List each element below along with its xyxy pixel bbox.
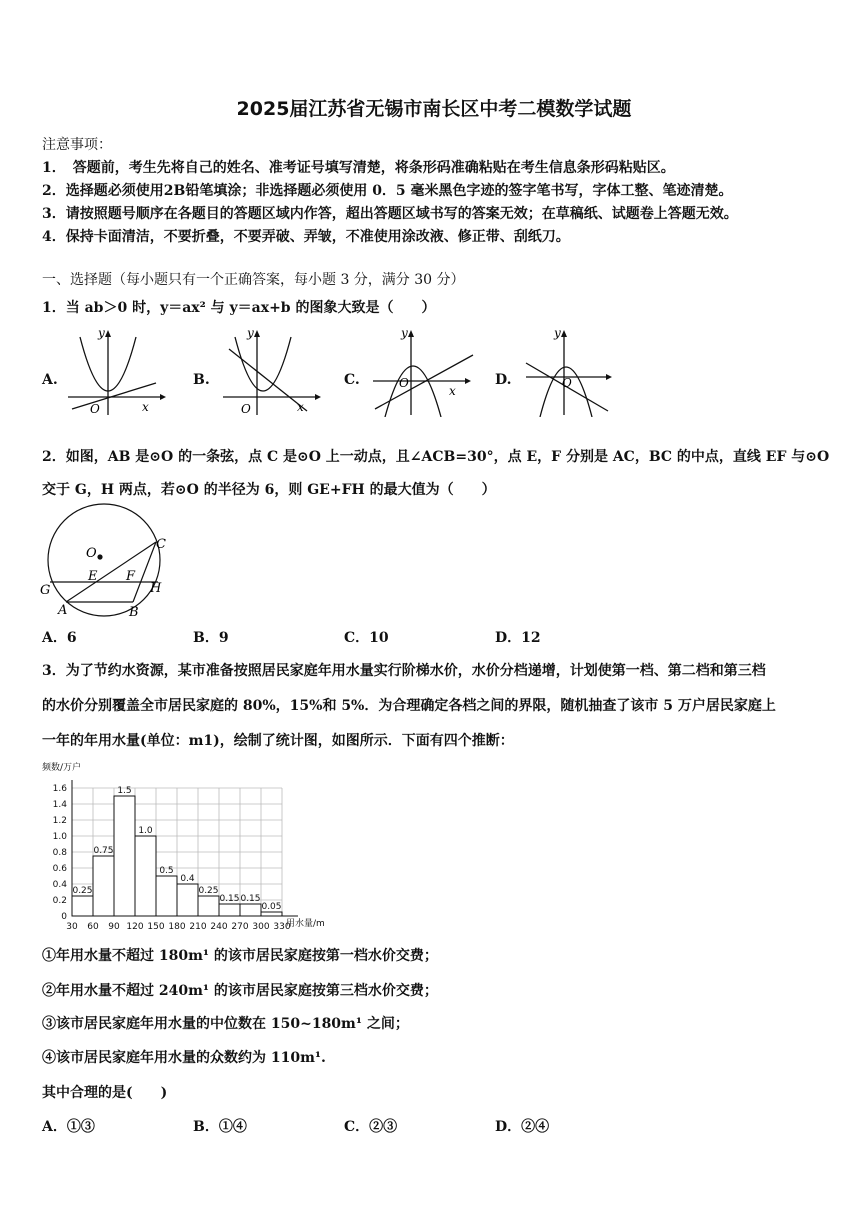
section-heading: 一、选择题（每小题只有一个正确答案，每小题 3 分，满分 30 分） (42, 272, 465, 288)
y-tick-label: 0.6 (52, 864, 67, 874)
q1-graph-b (215, 325, 325, 417)
y-tick-label: 1.2 (52, 816, 67, 826)
q1-option-b-label: B. (193, 372, 210, 388)
q3-option-c: C．②③ (344, 1119, 398, 1135)
question-2-line: 交于 G，H 两点，若⊙O 的半径为 6，则 GE+FH 的最大值为（ ） (42, 482, 496, 498)
y-tick-label: 0 (61, 912, 67, 922)
chart-y-label: 频数/万户 (42, 763, 82, 773)
q2-circle-figure (36, 502, 176, 622)
point-g-label: G (40, 583, 51, 598)
statement: ③该市居民家庭年用水量的中位数在 150~180m¹ 之间； (42, 1016, 409, 1032)
q3-option-b: B．①④ (193, 1119, 247, 1135)
statement: ②年用水量不超过 240m¹ 的该市居民家庭按第三档水价交费； (42, 983, 438, 999)
q2-option-b: B．9 (193, 630, 229, 646)
x-tick-label: 150 (147, 922, 165, 932)
statement: ①年用水量不超过 180m¹ 的该市居民家庭按第一档水价交费； (42, 948, 438, 964)
y-tick-label: 0.8 (52, 848, 67, 858)
question-2-line: 2．如图，AB 是⊙O 的一条弦，点 C 是⊙O 上一动点，且∠ACB=30°，点 E，F 分别是 AC，BC 的中点，直线 EF 与⊙O (42, 449, 830, 465)
q1-graph-c (365, 325, 480, 417)
x-tick-label: 30 (66, 922, 78, 932)
q1-graph-d (518, 325, 628, 417)
bar-value-label: 1.5 (117, 786, 132, 796)
question-3-prompt: 其中合理的是( ) (42, 1085, 168, 1101)
histogram-bar (177, 884, 198, 916)
x-tick-label: 270 (231, 922, 249, 932)
x-axis-label: x (297, 400, 304, 414)
histogram-bar (261, 912, 282, 916)
x-axis-label: x (449, 384, 456, 398)
histogram-bar (135, 836, 156, 916)
histogram-bar (156, 876, 177, 916)
q1-option-c-label: C. (344, 372, 360, 388)
y-axis-label: y (401, 326, 408, 340)
bar-value-label: 0.4 (180, 874, 195, 884)
y-tick-label: 1.0 (52, 832, 67, 842)
histogram-bar (72, 896, 93, 916)
statement: ④该市居民家庭年用水量的众数约为 110m¹. (42, 1050, 326, 1066)
q2-option-c: C．10 (344, 630, 389, 646)
y-tick-label: 0.2 (52, 896, 67, 906)
q2-option-d: D．12 (495, 630, 541, 646)
histogram-bar (114, 796, 135, 916)
point-a-label: A (58, 603, 68, 618)
bar-value-label: 0.15 (219, 894, 240, 904)
notice-item: 3．请按照题号顺序在各题目的答题区域内作答，超出答题区域书写的答案无效；在草稿纸、试题卷上答题无效。 (42, 206, 738, 222)
q2-option-a: A．6 (42, 630, 77, 646)
histogram-bar (93, 856, 114, 916)
q3-option-d: D．②④ (495, 1119, 550, 1135)
bar-value-label: 0.5 (159, 866, 174, 876)
x-axis-label: x (142, 400, 149, 414)
histogram-bar (240, 904, 261, 916)
y-tick-label: 1.6 (52, 784, 67, 794)
x-tick-label: 330 (273, 922, 291, 932)
question-3-line: 一年的年用水量(单位：m1)，绘制了统计图，如图所示．下面有四个推断： (42, 733, 514, 749)
x-tick-label: 60 (87, 922, 99, 932)
notice-item: 4．保持卡面清洁，不要折叠，不要弄破、弄皱，不准使用涂改液、修正带、刮纸刀。 (42, 229, 570, 245)
origin-label: O (399, 376, 409, 390)
origin-label: O (562, 376, 572, 390)
point-c-label: C (156, 537, 166, 552)
bar-value-label: 0.15 (240, 894, 261, 904)
x-tick-label: 120 (126, 922, 144, 932)
point-f-label: F (126, 569, 136, 584)
page-title: 2025届江苏省无锡市南长区中考二模数学试题 (236, 98, 632, 120)
y-axis-label: y (98, 326, 105, 340)
point-b-label: B (129, 605, 139, 620)
question-3-line: 的水价分别覆盖全市居民家庭的 80%，15%和 5%．为合理确定各档之间的界限，随机抽查了该市 5 万户居民家庭上 (42, 698, 776, 714)
bar-value-label: 0.25 (198, 886, 219, 896)
x-tick-label: 210 (189, 922, 207, 932)
question-1-stem: 1．当 ab＞0 时，y＝ax² 与 y＝ax+b 的图象大致是（ ） (42, 300, 436, 316)
q1-graph-a (60, 325, 170, 417)
notice-item: 1． 答题前，考生先将自己的姓名、准考证号填写清楚，将条形码准确粘贴在考生信息条形码粘贴区。 (42, 160, 675, 176)
question-3-line: 3．为了节约水资源，某市准备按照居民家庭年用水量实行阶梯水价，水价分档递增，计划使第一档、第二档和第三档 (42, 663, 766, 679)
point-e-label: E (88, 569, 98, 584)
point-o-label: O (86, 546, 97, 561)
notice-heading: 注意事项： (42, 137, 112, 153)
histogram-bar (219, 904, 240, 916)
histogram-bar (198, 896, 219, 916)
y-axis-label: y (554, 326, 561, 340)
x-tick-label: 90 (108, 922, 120, 932)
chart-x-label: 用水量/m (286, 919, 325, 929)
point-h-label: H (150, 581, 162, 596)
y-tick-label: 1.4 (52, 800, 67, 810)
bar-value-label: 0.75 (93, 846, 114, 856)
bar-value-label: 1.0 (138, 826, 153, 836)
x-tick-label: 300 (252, 922, 270, 932)
origin-label: O (90, 402, 100, 416)
q1-option-a-label: A. (42, 372, 58, 388)
water-usage-histogram (36, 756, 336, 936)
q3-option-a: A．①③ (42, 1119, 95, 1135)
y-axis-label: y (247, 326, 254, 340)
y-tick-label: 0.4 (52, 880, 67, 890)
x-tick-label: 240 (210, 922, 228, 932)
x-tick-label: 180 (168, 922, 186, 932)
bar-value-label: 0.25 (72, 886, 93, 896)
q1-option-d-label: D. (495, 372, 512, 388)
bar-value-label: 0.05 (261, 902, 282, 912)
origin-label: O (241, 402, 251, 416)
notice-item: 2．选择题必须使用2B铅笔填涂；非选择题必须使用 0．5 毫米黑色字迹的签字笔书写，字体工整、笔迹清楚。 (42, 183, 733, 199)
